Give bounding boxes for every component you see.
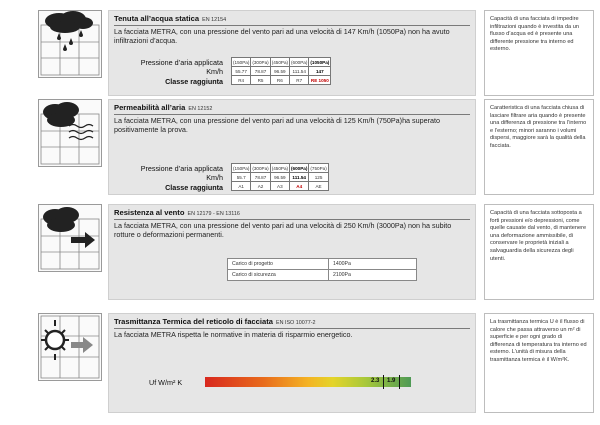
table-cell: 78.87 [251,173,270,182]
class-label: Classe raggiunta [165,183,223,192]
performance-table [231,57,331,85]
table-cell: 55.77 [232,67,251,76]
standard-code: EN ISO 10077-2 [275,320,316,326]
section-title: Trasmittanza Termica del reticolo di facciata [114,317,273,326]
table-cell: (600Pa) [291,59,308,65]
table-cell: 2100Pa [329,270,417,281]
table-row [228,259,417,270]
side-note-text: La trasmittanza termica U è il flusso di calore che passa attraverso un m² di superficie e per ogni grado di differenza di temperatura tra interno ed esterno. L’unità di misura della trasmittanza termica è il W/m²K. [490,319,587,363]
table-cell: (450Pa) [271,59,289,65]
section-trasmittanza-termica [0,313,600,413]
section-resistenza-vento [0,204,600,300]
table-cell: 125 [309,173,328,182]
class-label: Classe raggiunta [165,77,223,86]
side-note [484,313,594,413]
table-cell: A2 [251,182,270,191]
row-labels [109,164,223,194]
divider [114,25,470,26]
marker-b-value: 1.9 [387,378,396,384]
table-cell: 147 [309,67,331,76]
table-row [232,58,331,67]
table-cell: 1400Pa [329,259,417,270]
side-note-text: Caratteristica di una facciata chiusa di lasciare filtrare aria quando è presente una differenza di pressione tra l’interno e l’esterno; minori saranno i volumi dispersi, maggiore sarà la qualità della facciata. [490,105,587,149]
section-tenuta-acqua [0,10,600,96]
table-cell: (150Pa) [233,59,250,65]
table-cell: (150Pa) [233,165,250,171]
table-cell: 96.59 [270,173,289,182]
pressure-label: Pressione d’aria applicata [140,58,223,67]
speed-label: Km/h [206,173,223,182]
divider [114,114,470,115]
table-cell: A4 [290,182,309,191]
pressure-label: Pressione d’aria applicata [140,164,223,173]
section-title: Resistenza al vento [114,208,185,217]
table-cell: 55.7 [232,173,251,182]
table-cell: R6 [270,76,289,85]
marker-b [399,375,400,389]
table-cell: (450Pa) [271,165,289,171]
table-cell: (750Pa) [310,165,327,171]
table-cell: 111.54 [290,67,309,76]
row-labels [109,58,223,88]
marker-a-value: 2.3 [371,378,380,384]
table-cell: R4 [232,76,251,85]
table-cell: Carico di sicurezza [228,270,329,281]
rain-cloud-facade-icon [38,10,102,78]
standard-code: EN 12179 - EN 13116 [187,211,240,217]
table-cell: 96.59 [270,67,289,76]
table-row [232,182,329,191]
load-table [227,258,417,281]
table-row [232,67,331,76]
table-row [232,76,331,85]
section-description: La facciata METRA, con una pressione del vento pari ad una velocità di 147 Km/h (1050Pa) non ha avuto infiltrazioni d’acqua. [114,27,450,45]
side-note-text: Capacità di una facciata di impedire infiltrazioni quando è investita da un flusso d’acqua ed è presente una differente pressione tra interno ed esterno. [490,16,579,53]
marker-a [383,375,384,389]
side-note [484,204,594,300]
table-row [232,173,329,182]
section-permeabilita-aria [0,99,600,195]
table-cell: 111.54 [290,173,309,182]
side-note [484,99,594,195]
standard-code: EN 12152 [188,106,213,112]
section-title: Permeabilità all’aria [114,103,186,112]
divider [114,219,470,220]
speed-label: Km/h [206,67,223,76]
wind-cloud-facade-icon [38,99,102,167]
table-row [228,270,417,281]
table-cell: (300Pa) [252,59,269,65]
table-cell: R7 [290,76,309,85]
section-title: Tenuta all’acqua statica [114,14,200,23]
table-row [232,164,329,173]
wind-resistance-panel [108,204,476,300]
table-cell: AE [309,182,328,191]
sun-arrow-facade-icon [38,313,102,381]
storm-arrow-facade-icon [38,204,102,272]
table-cell: (300Pa) [252,165,269,171]
table-cell: (1050Pa) [310,59,330,65]
standard-code: EN 12154 [202,17,227,23]
divider [114,328,470,329]
thermal-transmittance-panel [108,313,476,413]
table-cell: R5 [251,76,270,85]
air-permeability-panel [108,99,476,195]
table-cell: RE 1050 [309,76,331,85]
performance-table [231,163,329,191]
side-note [484,10,594,96]
uf-label: Uf W/m² K [149,378,183,387]
section-description: La facciata METRA, con una pressione del vento pari ad una velocità di 125 Km/h (750Pa)ha superato positivamente la prova. [114,116,441,134]
table-cell: 78.87 [251,67,270,76]
section-description: La facciata METRA rispetta le normative in materia di risparmio energetico. [114,330,353,339]
section-description: La facciata METRA, con una pressione del vento pari ad una velocità di 250 Km/h (3000Pa) non ha subito rotture o deformazioni permanenti. [114,221,452,239]
table-cell: A1 [232,182,251,191]
energy-scale-bar [205,377,411,387]
table-cell: (600Pa) [291,165,308,171]
water-tightness-panel [108,10,476,96]
side-note-text: Capacità di una facciata sottoposta a forti pressioni e/o depressioni, come quelle causate dal vento, di mantenere una deformazione ammissibile, di conservare le proprietà iniziali a salvaguardia della sicurezza degli utenti. [490,210,587,262]
table-cell: Carico di progetto [228,259,329,270]
table-cell: A3 [270,182,289,191]
